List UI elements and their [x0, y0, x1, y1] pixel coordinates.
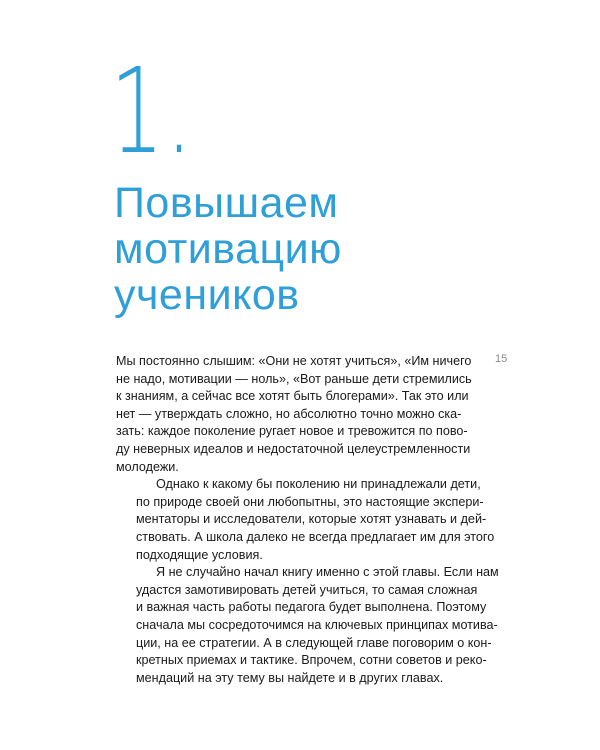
chapter-title-line: учеников: [114, 271, 300, 319]
text-line: ду неверных идеалов и недостаточной целеустремленности: [116, 441, 471, 456]
text-line: молодежи.: [116, 459, 179, 474]
text-line: к знаниям, а сейчас все хотят быть блогерами». Так это или: [116, 389, 469, 404]
text-line: ментаторы и исследователи, которые хотят узнавать и дей-: [136, 512, 487, 527]
text-line: ствовать. А школа далеко не всегда предлагает им для этого: [136, 529, 495, 544]
body-text: [116, 353, 499, 687]
page-number: 15: [495, 353, 508, 365]
paragraph: [116, 353, 482, 476]
text-line: не надо, мотивации — ноль», «Вот раньше дети стремились: [116, 371, 472, 386]
paragraph: [116, 476, 495, 564]
text-line: по природе своей они любопытны, это настоящие экспери-: [136, 494, 484, 509]
text-line: нет — утверждать сложно, но абсолютно точно можно ска-: [116, 406, 462, 421]
text-line: кретных приемах и тактике. Впрочем, сотни советов и реко-: [136, 653, 487, 668]
chapter-number: [110, 42, 194, 180]
text-line: удастся замотивировать детей учиться, то самая сложная: [136, 582, 478, 597]
chapter-title: [114, 180, 342, 318]
text-line: Однако к какому бы поколению ни принадлежали дети,: [156, 477, 481, 492]
text-line: Мы постоянно слышим: «Они не хотят учиться», «Им ничего: [116, 354, 472, 368]
chapter-number-text: 1.: [110, 42, 194, 180]
text-line: и важная часть работы педагога будет выполнена. Поэтому: [136, 600, 487, 615]
text-line: зать: каждое поколение ругает новое и тревожится по пово-: [116, 424, 468, 439]
text-line: подходящие условия.: [136, 547, 263, 562]
paragraph: [116, 564, 499, 687]
text-line: мендаций на эту тему вы найдете и в других главах.: [136, 670, 444, 685]
text-line: ции, на ее стратегии. А в следующей главе поговорим о кон-: [136, 635, 492, 650]
chapter-title-line: Повышаем: [114, 179, 339, 227]
text-line: Я не случайно начал книгу именно с этой главы. Если нам: [156, 565, 499, 580]
text-line: сначала мы сосредоточимся на ключевых принципах мотива-: [136, 617, 498, 632]
chapter-title-line: мотивацию: [114, 225, 342, 273]
